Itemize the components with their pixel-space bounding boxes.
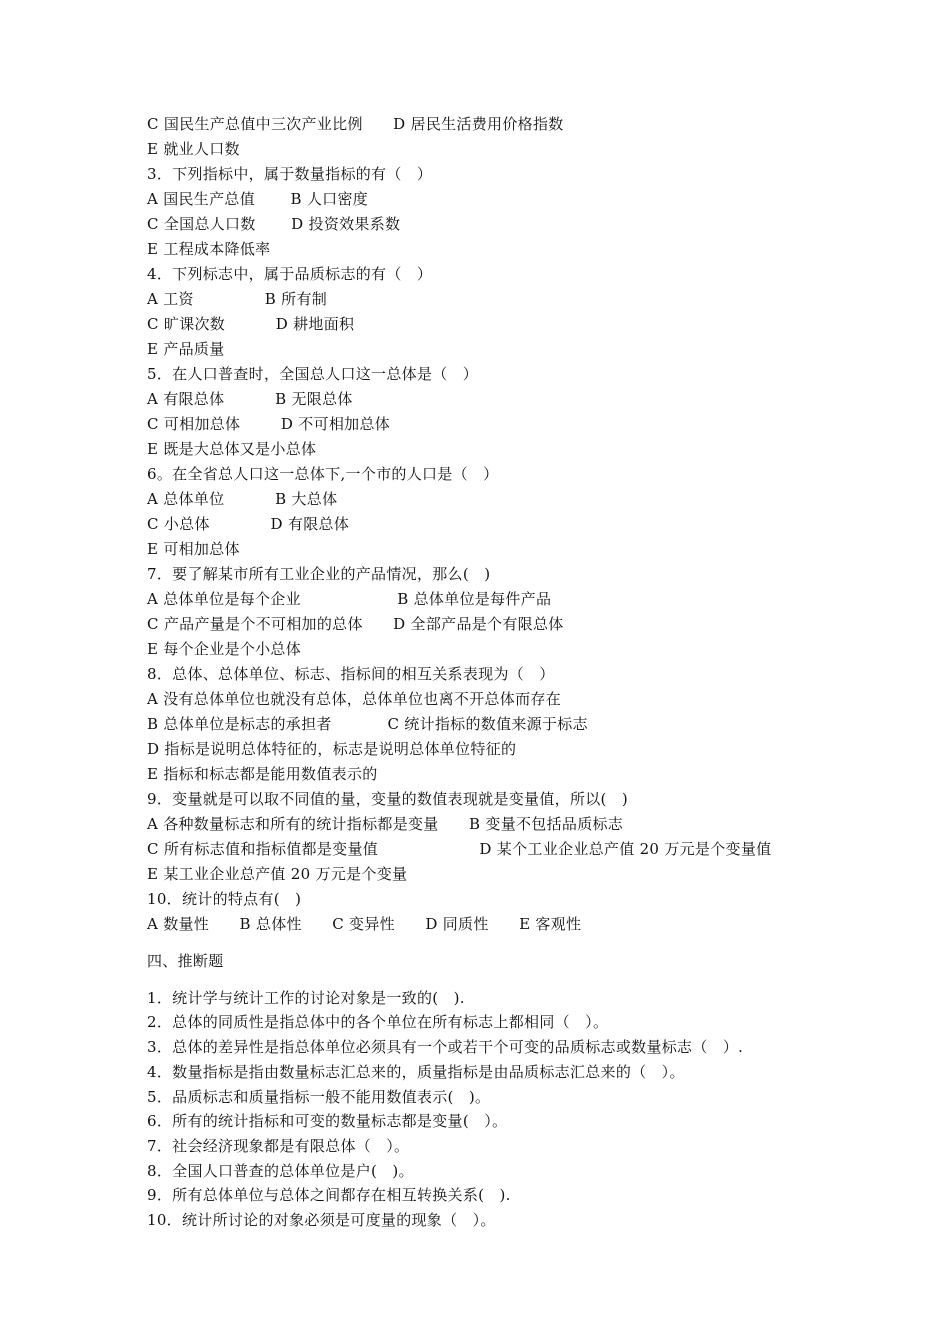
statement-line: 7．社会经济现象都是有限总体（ ）。 (147, 1137, 410, 1155)
text-line: C 可相加总体 D 不可相加总体 (147, 415, 391, 433)
question-line: 8．总体、总体单位、标志、指标间的相互关系表现为（ ） (147, 665, 555, 683)
text-line: A 工资 B 所有制 (147, 290, 328, 308)
text-line: E 工程成本降低率 (147, 240, 271, 258)
text-line: C 产品产量是个不可相加的总体 D 全部产品是个有限总体 (147, 615, 564, 633)
question-line: 7．要了解某市所有工业企业的产品情况，那么( ) (147, 565, 491, 583)
text-line: E 每个企业是个小总体 (147, 640, 302, 658)
question-line: 9．变量就是可以取不同值的量，变量的数值表现就是变量值，所以( ) (147, 790, 629, 808)
statement-line: 10．统计所讨论的对象必须是可度量的现象（ ）。 (147, 1211, 496, 1229)
text-line: A 各种数量标志和所有的统计指标都是变量 B 变量不包括品质标志 (147, 815, 624, 833)
question-line: 4．下列标志中，属于品质标志的有（ ） (147, 265, 433, 283)
text-line: E 就业人口数 (147, 140, 240, 158)
text-line: E 产品质量 (147, 340, 225, 358)
text-line: B 总体单位是标志的承担者 C 统计指标的数值来源于标志 (147, 715, 588, 733)
text-line: E 某工业企业总产值 20 万元是个变量 (147, 865, 408, 883)
statement-line: 6．所有的统计指标和可变的数量标志都是变量( ）。 (147, 1112, 508, 1130)
question-line: 5．在人口普查时，全国总人口这一总体是（ ） (147, 365, 479, 383)
question-line: 10．统计的特点有( ) (147, 890, 302, 908)
text-line: E 既是大总体又是小总体 (147, 440, 317, 458)
statement-line: 2．总体的同质性是指总体中的各个单位在所有标志上都相同（ ）。 (147, 1013, 609, 1031)
text-line: A 有限总体 B 无限总体 (147, 390, 353, 408)
text-line: E 指标和标志都是能用数值表示的 (147, 765, 378, 783)
text-line: A 数量性 B 总体性 C 变异性 D 同质性 E 客观性 (147, 915, 582, 933)
text-line: A 总体单位 B 大总体 (147, 490, 338, 508)
text-line: C 全国总人口数 D 投资效果系数 (147, 215, 401, 233)
text-line: C 国民生产总值中三次产业比例 D 居民生活费用价格指数 (147, 115, 564, 133)
statement-line: 8．全国人口普查的总体单位是户( )。 (147, 1162, 414, 1180)
text-line: C 所有标志值和指标值都是变量值 D 某个工业企业总产值 20 万元是个变量值 (147, 840, 772, 858)
text-line: C 旷课次数 D 耕地面积 (147, 315, 355, 333)
statement-line: 9．所有总体单位与总体之间都存在相互转换关系( ). (147, 1186, 511, 1204)
text-line: A 总体单位是每个企业 B 总体单位是每件产品 (147, 590, 552, 608)
text-line: D 指标是说明总体特征的，标志是说明总体单位特征的 (147, 740, 517, 758)
text-line: A 没有总体单位也就没有总体，总体单位也离不开总体而存在 (147, 690, 562, 708)
statement-line: 4．数量指标是指由数量标志汇总来的，质量指标是由品质标志汇总来的（ ）。 (147, 1063, 685, 1081)
section-heading: 四、推断题 (147, 952, 224, 970)
text-line: A 国民生产总值 B 人口密度 (147, 190, 369, 208)
statement-line: 1．统计学与统计工作的讨论对象是一致的( ). (147, 989, 465, 1007)
text-line: E 可相加总体 (147, 540, 240, 558)
question-line: 3．下列指标中，属于数量指标的有（ ） (147, 165, 433, 183)
text-line: C 小总体 D 有限总体 (147, 515, 350, 533)
question-line: 6。在全省总人口这一总体下,一个市的人口是（ ） (147, 465, 499, 483)
statement-line: 5．品质标志和质量指标一般不能用数值表示( )。 (147, 1088, 491, 1106)
statement-line: 3．总体的差异性是指总体单位必须具有一个或若干个可变的品质标志或数量标志（ ）. (147, 1038, 744, 1056)
